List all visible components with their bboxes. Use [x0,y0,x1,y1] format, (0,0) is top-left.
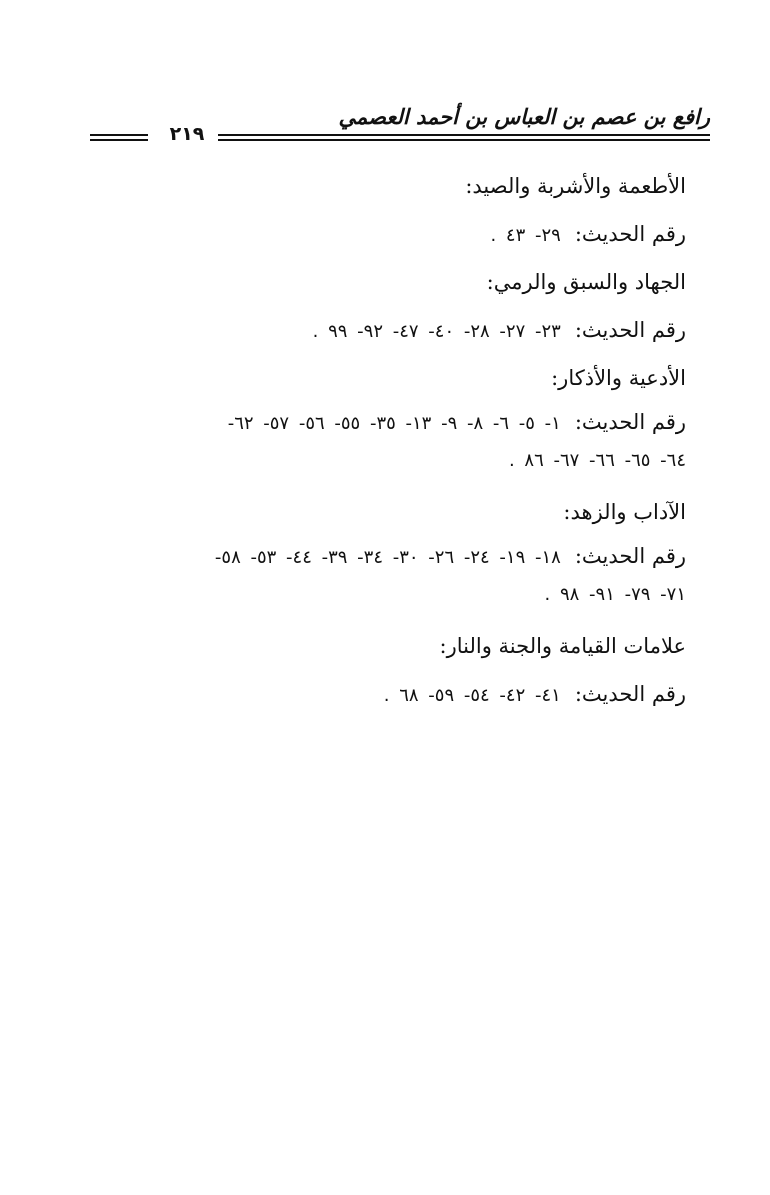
page-number: ٢١٩ [169,123,205,145]
header-rule-left [90,134,148,136]
hadith-numbers: ٦٤- ٦٥- ٦٦- ٦٧- ٨٦ . [508,450,686,471]
hadith-number-line [88,670,686,718]
hadith-numbers: ٧١- ٧٩- ٩١- ٩٨ . [544,584,686,605]
section-heading: علامات القيامة والجنة والنار: [439,634,686,658]
section-heading: الجهاد والسبق والرمي: [486,270,686,294]
running-header [90,100,710,150]
hadith-number-line [88,536,686,576]
hadith-number-line [88,210,686,258]
page-content [88,162,686,718]
section-heading: الأطعمة والأشربة والصيد: [465,174,686,198]
hadith-number-label: رقم الحديث: [574,544,686,568]
hadith-number-label: رقم الحديث: [574,222,686,246]
hadith-numbers: ١- ٥- ٦- ٨- ٩- ١٣- ٣٥- ٥٥- ٥٦- ٥٧- ٦٢- [227,413,561,434]
hadith-number-continuation [88,442,686,488]
section-heading: الأدعية والأذكار: [551,366,686,390]
header-title: رافع بن عصم بن العباس بن أحمد العصمي [338,104,710,129]
hadith-number-label: رقم الحديث: [574,318,686,342]
hadith-numbers: ٢٩- ٤٣ . [490,225,561,246]
hadith-number-label: رقم الحديث: [574,410,686,434]
hadith-number-label: رقم الحديث: [574,682,686,706]
section-heading: الآداب والزهد: [563,500,686,524]
hadith-number-line [88,306,686,354]
header-rule-right [218,134,710,136]
hadith-number-line [88,402,686,442]
hadith-numbers: ١٨- ١٩- ٢٤- ٢٦- ٣٠- ٣٤- ٣٩- ٤٤- ٥٣- ٥٨- [214,547,561,568]
hadith-numbers: ٤١- ٤٢- ٥٤- ٥٩- ٦٨ . [383,685,561,706]
hadith-number-continuation [88,576,686,622]
hadith-numbers: ٢٣- ٢٧- ٢٨- ٤٠- ٤٧- ٩٢- ٩٩ . [312,321,561,342]
